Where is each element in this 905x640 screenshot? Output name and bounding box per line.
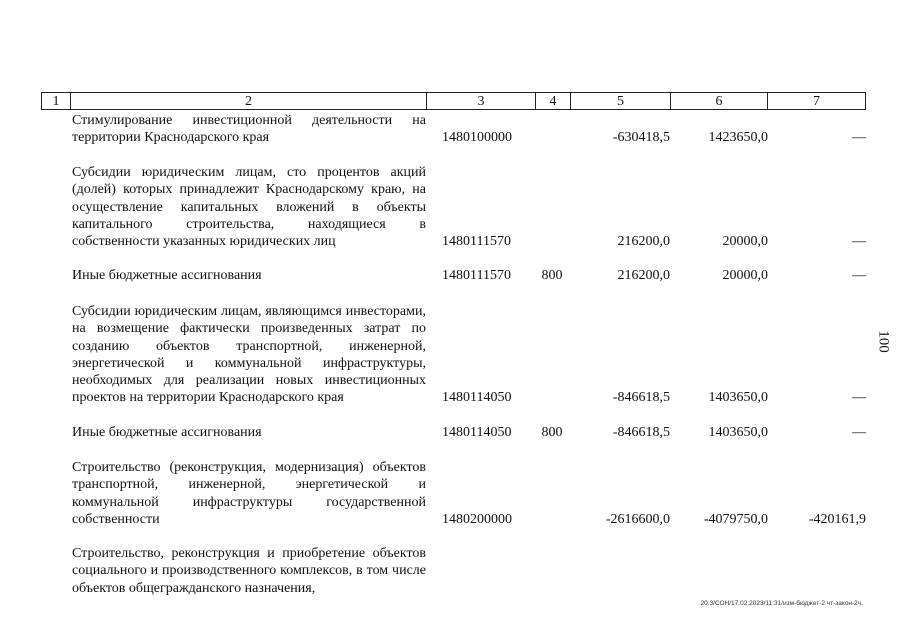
row-code: 1480114050 <box>442 390 512 405</box>
row-code: 1480111570 <box>442 234 511 249</box>
row-col5: 216200,0 <box>617 268 670 283</box>
row-col7: — <box>852 425 866 440</box>
row-col6: 1403650,0 <box>708 390 768 405</box>
row-code: 1480200000 <box>442 512 512 527</box>
row-col5: 216200,0 <box>617 234 670 249</box>
row-col5: -2616600,0 <box>605 512 670 527</box>
row-code: 1480111570 <box>442 268 511 283</box>
row-description: Строительство, реконструкция и приобретение объектов социального и производственного комплексов, в том числе объектов общегражданского назначения, <box>72 546 426 596</box>
row-col6: 1403650,0 <box>708 425 768 440</box>
row-col6: 1423650,0 <box>708 130 768 145</box>
row-code: 1480114050 <box>442 425 512 440</box>
row-col7: — <box>852 390 866 405</box>
row-col5: -630418,5 <box>612 130 670 145</box>
row-col7: — <box>852 130 866 145</box>
row-col7: -420161,9 <box>808 512 866 527</box>
header-col-7: 7 <box>813 94 820 109</box>
header-col-6: 6 <box>671 93 768 109</box>
row-col6: -4079750,0 <box>703 512 768 527</box>
row-description: Субсидии юридическим лицам, сто процентов акций (долей) которых принадлежит Краснодарскому краю, на осуществление капитальных вложений в объекты капитального строительства, находящиеся в собственности указанных юридических лиц <box>72 165 426 250</box>
row-col6: 20000,0 <box>722 234 768 249</box>
row-description: Стимулирование инвестиционной деятельности на территории Краснодарского края <box>72 113 426 146</box>
row-code: 1480100000 <box>442 130 512 145</box>
header-col-3: 3 <box>427 93 536 109</box>
header-col-2: 2 <box>71 93 427 109</box>
row-col7: — <box>852 234 866 249</box>
document-footer: 20.3/СОН/17.02.2023/11:31/изм-бюджет-2 чт-закон-2ч. <box>700 600 863 607</box>
row-description: Строительство (реконструкция, модернизация) объектов транспортной, инженерной, энергетической и коммунальной инфраструктуры государственной собственности <box>72 460 426 527</box>
row-description: Иные бюджетные ассигнования <box>72 268 262 283</box>
row-vr: 800 <box>541 268 563 283</box>
row-col7: — <box>852 268 866 283</box>
row-description: Субсидии юридическим лицам, являющимся инвесторами, на возмещение фактически произведенных затрат по созданию объектов транспортной, инженерной, энергетической и коммунальной инфраструктуры, необходимых для реализации новых инвестиционных проектов на территории Краснодарского края <box>72 304 426 406</box>
page-number: 100 <box>875 330 892 353</box>
table-header <box>41 92 866 110</box>
row-vr: 800 <box>541 425 563 440</box>
header-col-1: 1 <box>42 93 71 109</box>
row-description: Иные бюджетные ассигнования <box>72 425 262 440</box>
row-col5: -846618,5 <box>612 390 670 405</box>
header-col-5: 5 <box>571 93 671 109</box>
row-col6: 20000,0 <box>722 268 768 283</box>
row-col5: -846618,5 <box>612 425 670 440</box>
header-col-4: 4 <box>536 93 571 109</box>
